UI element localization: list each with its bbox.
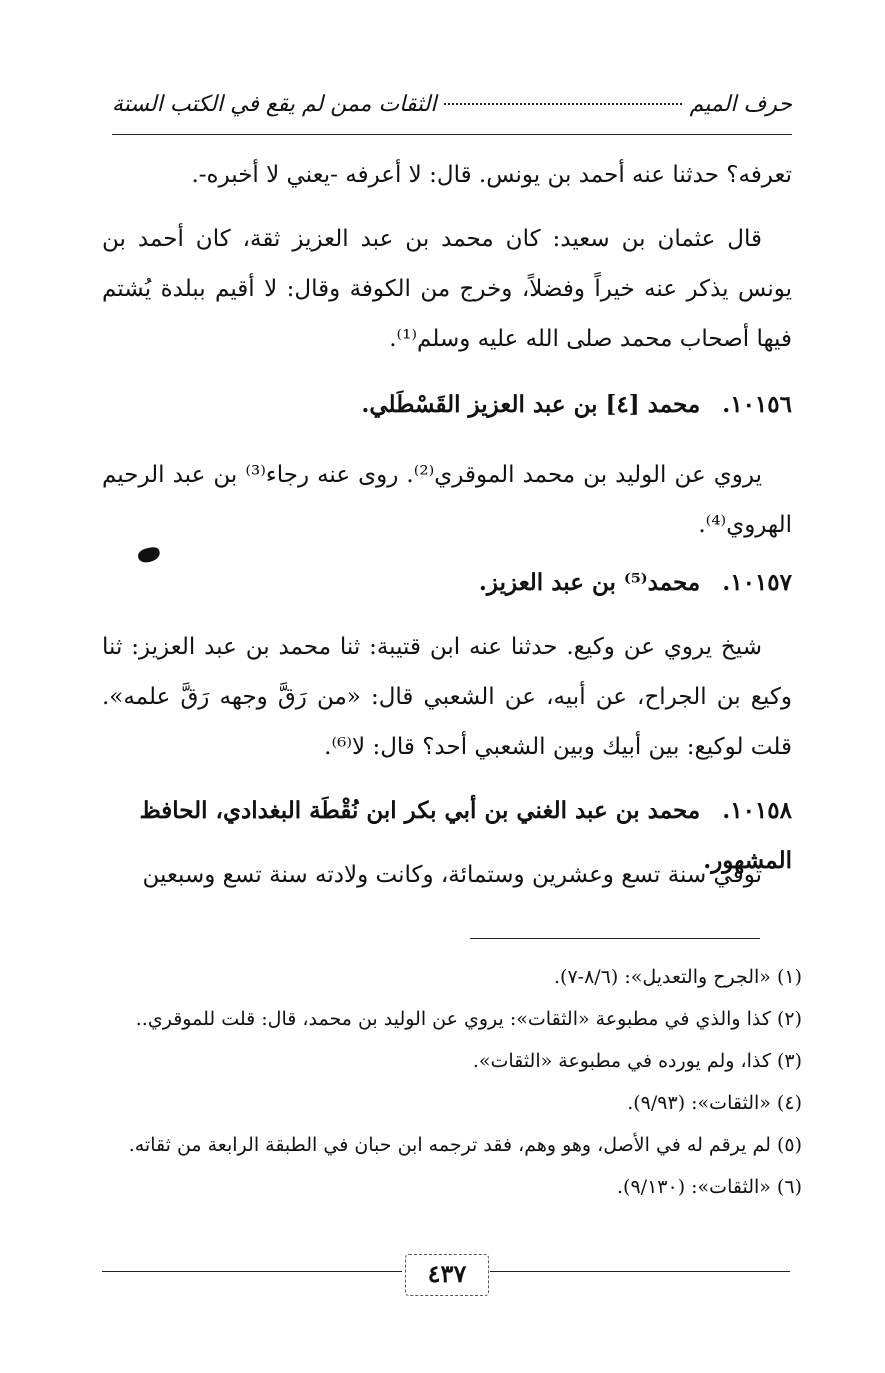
- footnote-6: (٦) «الثقات»: (٩/١٣٠).: [617, 1176, 802, 1198]
- paragraph-entry-10158: توفي سنة تسع وعشرين وستمائة، وكانت ولادته سنة تسع وسبعين: [142, 862, 762, 888]
- running-head-chapter: حرف الميم: [689, 92, 792, 117]
- running-head-title: الثقات ممن لم يقع في الكتب الستة: [112, 92, 437, 117]
- entry-heading: محمد [٤] بن عبد العزيز القَسْطَلي.: [361, 391, 701, 418]
- footer-rule-right: [490, 1271, 790, 1272]
- entry-heading: محمد بن عبد الغني بن أبي بكر ابن نُقْطَة البغدادي، الحافظ المشهور.: [139, 797, 792, 874]
- header-divider: [112, 134, 792, 135]
- entry-heading: محمد⁽⁵⁾ بن عبد العزيز.: [478, 569, 701, 596]
- running-head-dots: [444, 103, 681, 105]
- footnote-3: (٣) كذا، ولم يورده في مطبوعة «الثقات».: [472, 1050, 802, 1072]
- footnote-2: (٢) كذا والذي في مطبوعة «الثقات»: يروي عن الوليد بن محمد، قال: قلت للموقري..: [135, 1008, 802, 1030]
- entry-number: ١٠١٥٨.: [722, 797, 792, 824]
- entry-number: ١٠١٥٧.: [722, 569, 792, 596]
- paragraph-continuation: تعرفه؟ حدثنا عنه أحمد بن يونس. قال: لا أعرفه -يعني لا أخبره-.: [191, 162, 792, 188]
- footnotes: [102, 956, 802, 1208]
- paragraph-uthman-quote: قال عثمان بن سعيد: كان محمد بن عبد العزيز ثقة، كان أحمد بن يونس يذكر عنه خيراً وفضلاً، وخرج من الكوفة وقال: لا أقيم ببلدة يُشتم فيها أصحاب محمد صلى الله عليه وسلم⁽¹⁾.: [102, 226, 792, 352]
- paragraph-entry-10157: شيخ يروي عن وكيع. حدثنا عنه ابن قتيبة: ثنا محمد بن عبد العزيز: ثنا وكيع بن الجراح، عن أبيه، عن الشعبي قال: «من رَقَّ وجهه رَقَّ علمه». قلت لوكيع: بين أبيك وبين الشعبي أحد؟ قال: لا⁽⁶⁾.: [102, 634, 792, 760]
- running-head: [112, 92, 792, 117]
- entry-10156: [102, 380, 792, 430]
- footnote-divider: [470, 938, 760, 939]
- entry-number: ١٠١٥٦.: [722, 391, 792, 418]
- entry-10157: [102, 558, 792, 608]
- footnote-1: (١) «الجرح والتعديل»: (٨/٦-٧).: [553, 966, 802, 988]
- footnote-5: (٥) لم يرقم له في الأصل، وهو وهم، فقد ترجمه ابن حبان في الطبقة الرابعة من ثقاته.: [128, 1134, 802, 1156]
- footnote-4: (٤) «الثقات»: (٩/٩٣).: [627, 1092, 802, 1114]
- footer-rule-left: [102, 1271, 402, 1272]
- page-number: ٤٣٧: [405, 1254, 489, 1296]
- paragraph-entry-10156: يروي عن الوليد بن محمد الموقري⁽²⁾. روى عنه رجاء⁽³⁾ بن عبد الرحيم الهروي⁽⁴⁾.: [102, 462, 792, 538]
